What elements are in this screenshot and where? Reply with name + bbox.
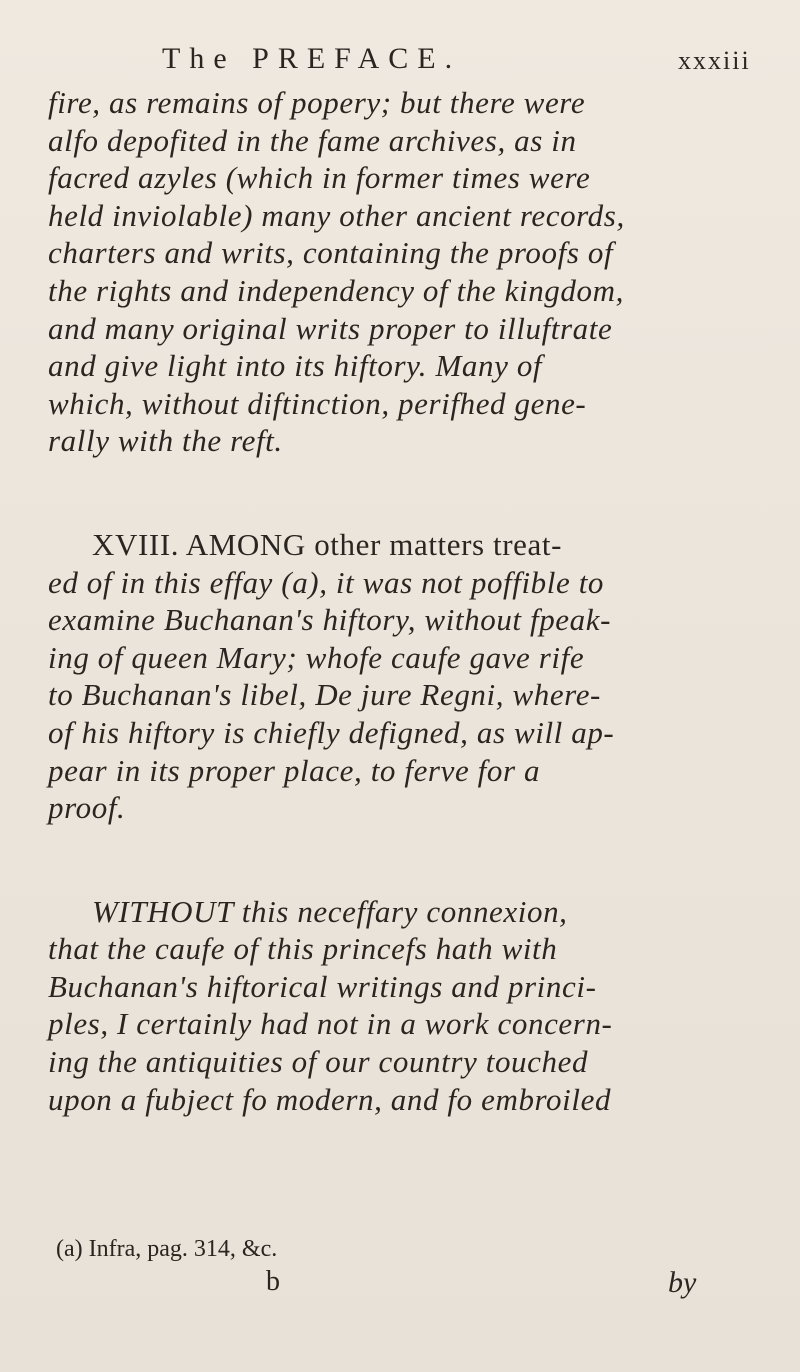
text-line: ing of queen Mary; whofe caufe gave rife xyxy=(48,639,585,675)
footnote: (a) Infra, pag. 314, &c. xyxy=(56,1236,278,1262)
text-line: to Buchanan's libel, De jure Regni, where- xyxy=(48,677,601,713)
text-line: WITHOUT this neceffary connexion, xyxy=(92,893,568,929)
text-line: alfo depofited in the fame archives, as in xyxy=(48,122,577,158)
text-line: facred azyles (which in former times were xyxy=(48,160,591,196)
catchword: by xyxy=(668,1266,697,1299)
text-line: of his hiftory is chiefly defigned, as will ap- xyxy=(48,714,615,750)
page-header xyxy=(0,42,800,82)
text-line: pear in its proper place, to ferve for a xyxy=(48,752,541,788)
text-line: Buchanan's hiftorical writings and princi- xyxy=(48,968,597,1004)
text-line: ing the antiquities of our country touched xyxy=(48,1044,589,1080)
paragraph-1 xyxy=(48,84,768,460)
text-line: the rights and independency of the kingdom, xyxy=(48,272,624,308)
running-title: The PREFACE. xyxy=(162,42,462,75)
page-footer xyxy=(56,1236,756,1306)
text-line: and give light into its hiftory. Many of xyxy=(48,348,543,384)
page-number: xxxiii xyxy=(678,46,751,75)
text-line: proof. xyxy=(48,790,126,826)
text-line: rally with the reft. xyxy=(48,423,283,459)
text-line: fire, as remains of popery; but there were xyxy=(48,85,586,120)
paragraph-2 xyxy=(48,526,768,827)
body-text xyxy=(48,84,768,1118)
signature-mark: b xyxy=(266,1266,280,1297)
text-line: that the caufe of this princefs hath with xyxy=(48,931,558,967)
text-line: charters and writs, containing the proofs of xyxy=(48,235,614,271)
text-line: ed of in this effay (a), it was not poffible to xyxy=(48,564,605,600)
text-line: examine Buchanan's hiftory, without fpeak- xyxy=(48,602,612,638)
paragraph-3 xyxy=(48,893,768,1119)
text-line: upon a fubject fo modern, and fo embroiled xyxy=(48,1081,612,1117)
text-line: which, without diftinction, perifhed gene- xyxy=(48,385,587,421)
text-line: and many original writs proper to illuftrate xyxy=(48,310,613,346)
section-heading-line: XVIII. AMONG other matters treat- xyxy=(92,526,563,562)
text-line: held inviolable) many other ancient records, xyxy=(48,197,625,233)
text-line: ples, I certainly had not in a work concern- xyxy=(48,1006,613,1042)
